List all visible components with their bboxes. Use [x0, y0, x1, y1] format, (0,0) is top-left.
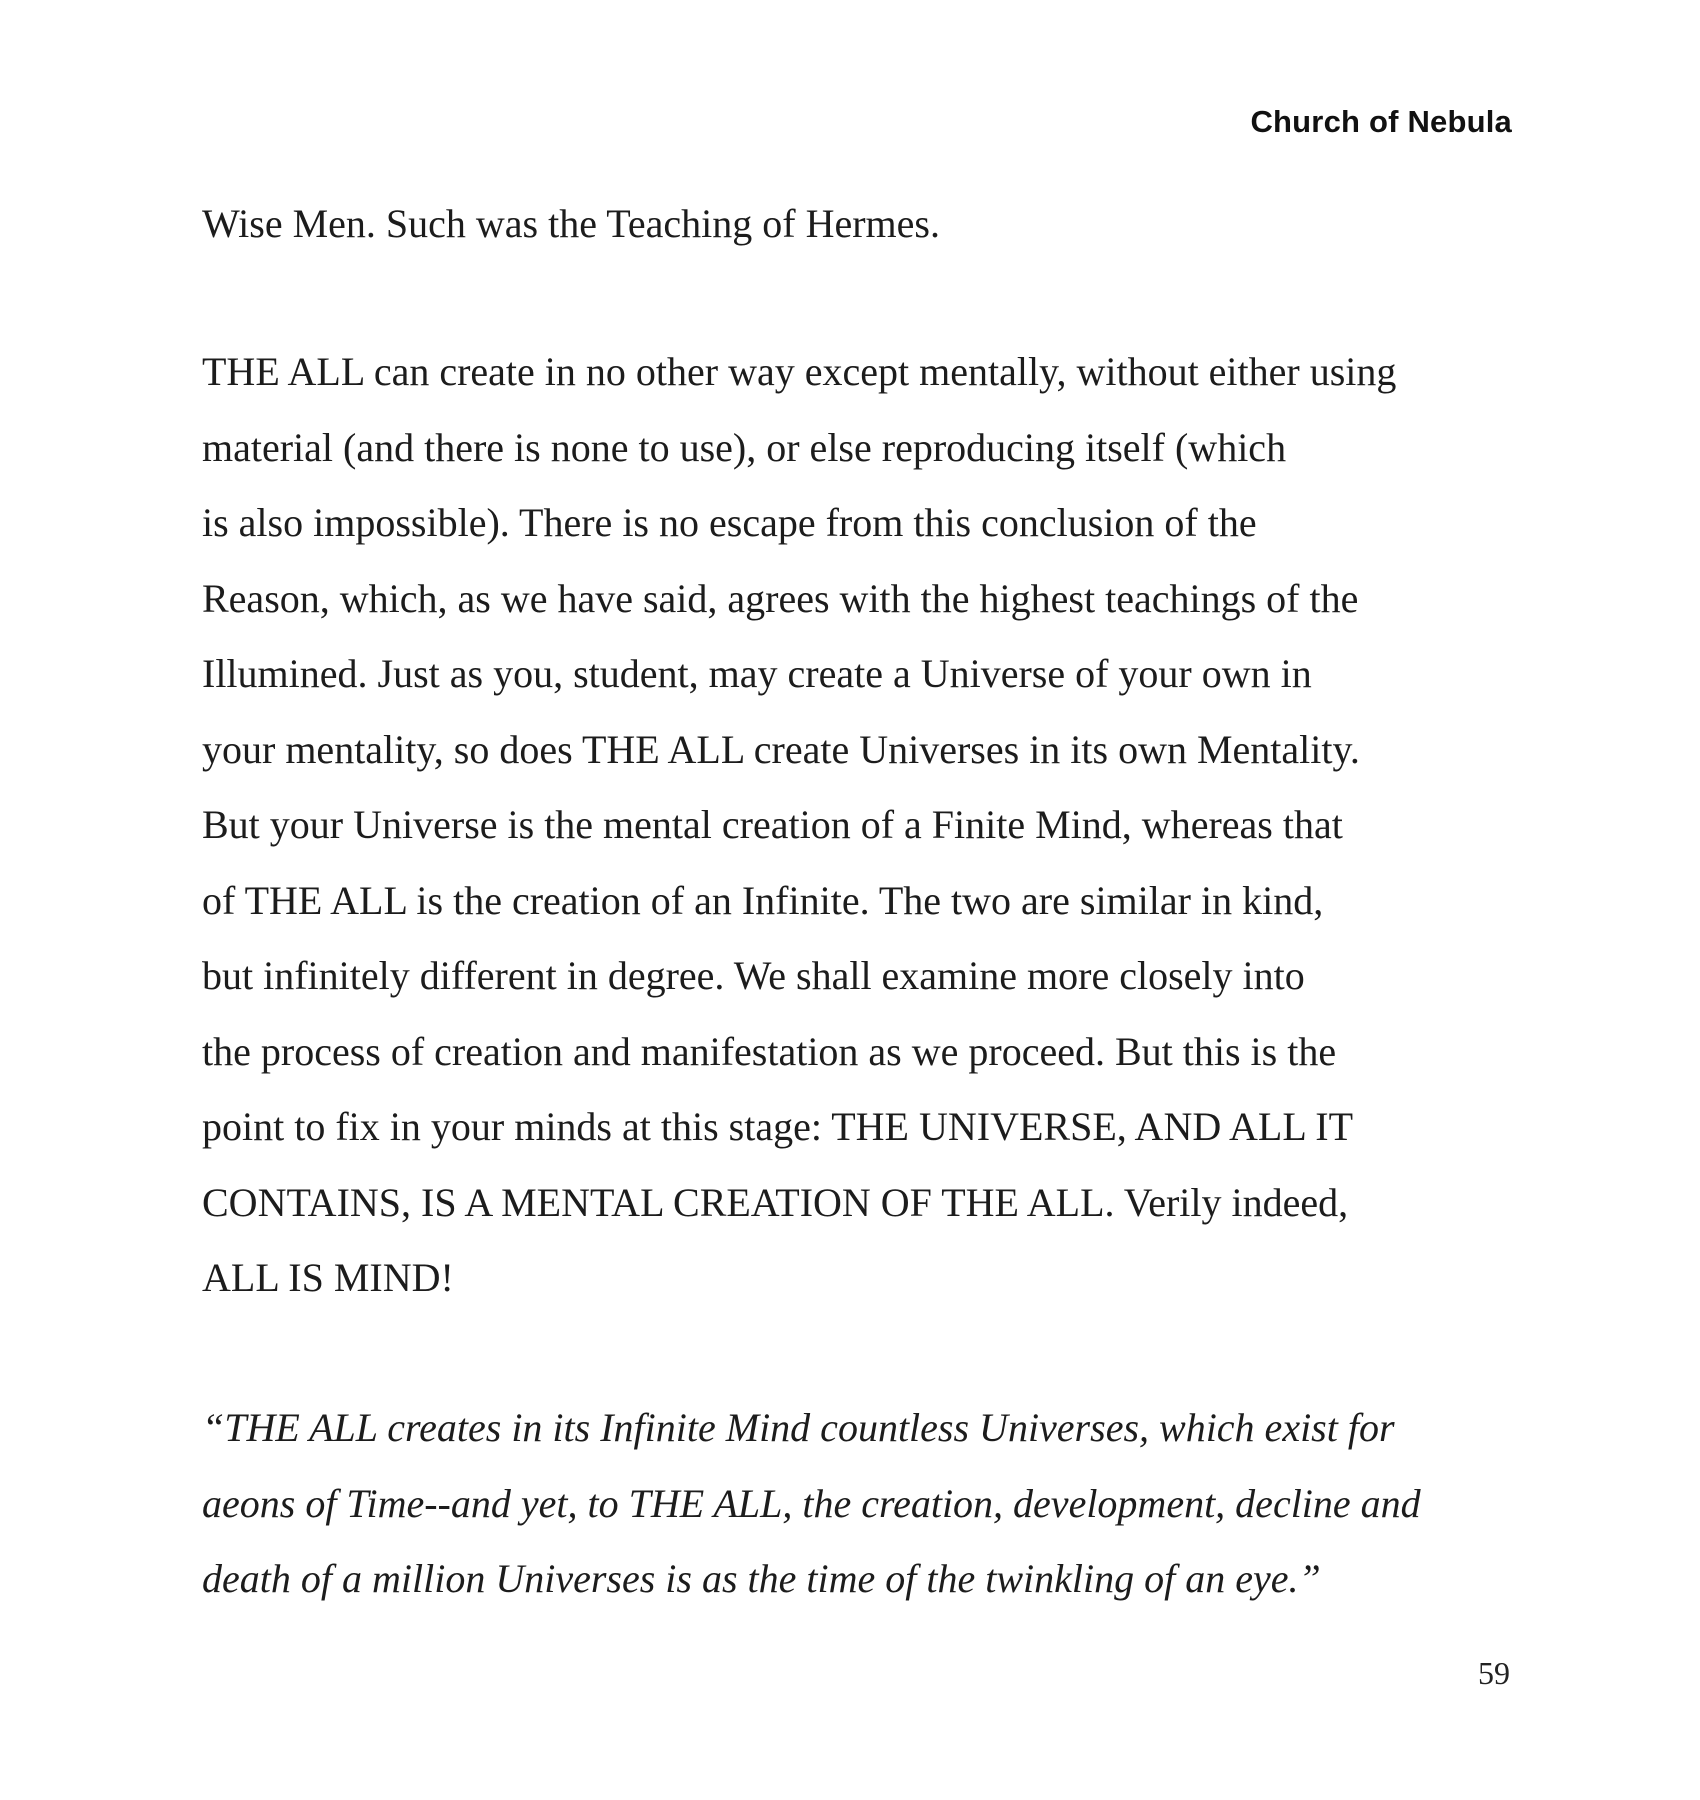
text-line: the process of creation and manifestation as we proceed. But this is the [202, 1028, 1337, 1074]
text-line: of THE ALL is the creation of an Infinite. The two are similar in kind, [202, 877, 1324, 923]
running-header: Church of Nebula [1250, 104, 1512, 139]
text-line: But your Universe is the mental creation of a Finite Mind, whereas that [202, 802, 1343, 847]
text-line: is also impossible). There is no escape from this conclusion of the [202, 500, 1257, 545]
text-line: Illumined. Just as you, student, may create a Universe of your own in [202, 651, 1312, 696]
quote-line: aeons of Time--and yet, to THE ALL, the creation, development, decline and [202, 1480, 1421, 1526]
quote-line: “THE ALL creates in its Infinite Mind countless Universes, which exist for [202, 1405, 1395, 1450]
paragraph-main [202, 334, 1532, 1316]
text-line: material (and there is none to use), or else reproducing itself (which [202, 424, 1287, 470]
quote-line: death of a million Universes is as the time of the twinkling of an eye.” [202, 1556, 1321, 1601]
text-line: CONTAINS, IS A MENTAL CREATION OF THE ALL. Verily indeed, [202, 1179, 1349, 1225]
text-line: but infinitely different in degree. We shall examine more closely into [202, 953, 1305, 998]
page-number: 59 [1478, 1655, 1510, 1691]
text-line: Reason, which, as we have said, agrees with the highest teachings of the [202, 575, 1359, 621]
text-line: Wise Men. Such was the Teaching of Hermes. [202, 201, 940, 246]
quotation-block [202, 1390, 1532, 1617]
text-line: ALL IS MIND! [202, 1255, 454, 1300]
paragraph-continued [202, 186, 1532, 262]
text-line: THE ALL can create in no other way except mentally, without either using [202, 349, 1397, 394]
text-line: point to fix in your minds at this stage: THE UNIVERSE, AND ALL IT [202, 1104, 1354, 1149]
text-line: your mentality, so does THE ALL create Universes in its own Mentality. [202, 726, 1360, 772]
